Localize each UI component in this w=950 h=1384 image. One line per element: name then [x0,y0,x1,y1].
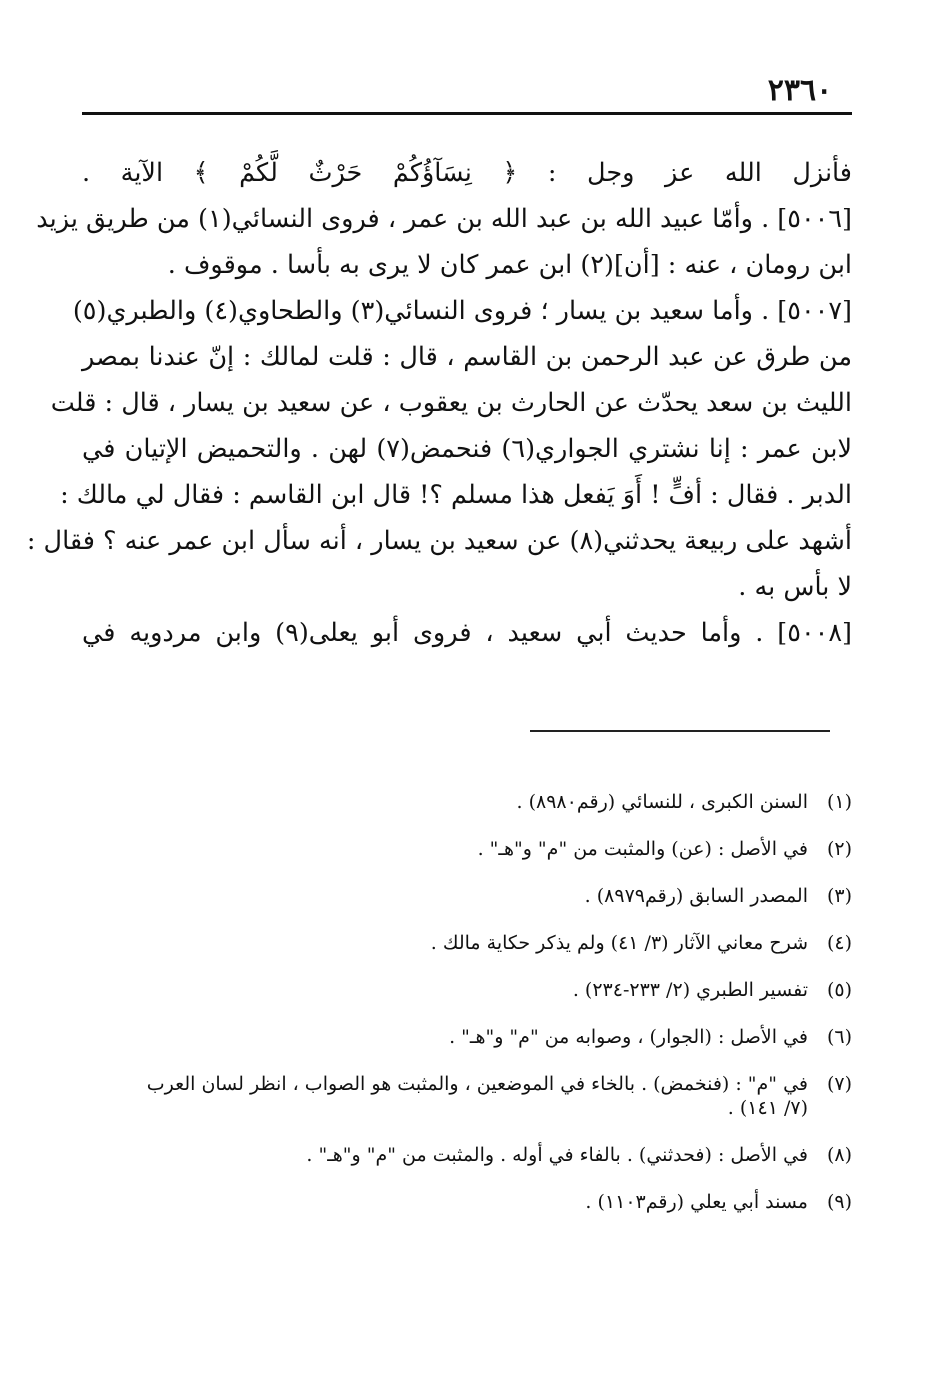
header-rule [82,112,852,115]
footnote-number: (٩) [826,1191,852,1213]
footnote [82,1143,852,1167]
footnote-separator [530,730,830,732]
footnote-text: المصدر السابق (رقم٨٩٧٩) . [584,885,808,907]
footnote [82,1072,852,1120]
text-line: لا بأس به . [738,572,852,602]
footnote-text: تفسير الطبري (٢/ ٢٣٣-٢٣٤) . [572,979,808,1001]
footnote [82,1025,852,1049]
text-line: [٥٠٠٧] . وأما سعيد بن يسار ؛ فروى النسائي(٣) والطحاوي(٤) والطبري(٥) [72,296,852,326]
footnote-number: (٦) [826,1026,852,1048]
footnote-number: (١) [826,791,852,813]
footnote-number: (٧) [826,1073,852,1095]
footnote-number: (٣) [826,885,852,907]
text-line: فأنزل الله عز وجل : ﴿ نِسَآؤُكُمْ حَرْثٌ لَّكُمْ ﴾ الآية . [82,158,852,188]
footnote [82,978,852,1002]
footnote-number: (٨) [826,1144,852,1166]
footnote-text: في الأصل : (عن) والمثبت من "م" و"هـ" . [477,838,808,860]
text-line: لابن عمر : إنا نشتري الجواري(٦) فنحمض(٧) لهن . والتحميض الإتيان في [82,434,852,464]
page-number: ٢٣٦٠ [767,73,833,108]
footnote [82,884,852,908]
text-line: الليث بن سعد يحدّث عن الحارث بن يعقوب ، عن سعيد بن يسار ، قال : قلت [50,388,852,418]
main-text [26,150,852,656]
text-line: [٥٠٠٦] . وأمّا عبيد الله بن عبد الله بن عمر ، فروى النسائي(١) من طريق يزيد [36,204,852,234]
footnote-number: (٤) [826,932,852,954]
footnote [82,931,852,955]
footnote [82,1190,852,1214]
footnotes [82,790,852,1237]
text-line: [٥٠٠٨] . وأما حديث أبي سعيد ، فروى أبو يعلى(٩) وابن مردويه في [82,618,852,648]
text-line: ابن رومان ، عنه : [أن](٢) ابن عمر كان لا يرى به بأسا . موقوف . [167,250,852,280]
footnote-text: السنن الكبرى ، للنسائي (رقم٨٩٨٠) . [516,791,808,813]
text-line: أشهد على ربيعة يحدثني(٨) عن سعيد بن يسار ، أنه سأل ابن عمر عنه ؟ فقال : [26,526,852,556]
footnote-text: مسند أبي يعلي (رقم١١٠٣) . [585,1191,808,1213]
footnote-text: في "م" : (فنخمض) . بالخاء في الموضعين ، والمثبت هو الصواب ، انظر لسان العرب [146,1073,808,1095]
footnote [82,837,852,861]
footnote-text: في الأصل : (فحدثني) . بالفاء في أوله . والمثبت من "م" و"هـ" . [306,1144,808,1166]
footnote-number: (٢) [826,838,852,860]
footnote-text: في الأصل : (الجوار) ، وصوابه من "م" و"هـ" . [449,1026,808,1048]
text-line: الدبر . فقال : أفٍّ ! أَوَ يَفعل هذا مسلم ؟! قال ابن القاسم : فقال لي مالك : [60,480,852,510]
footnote-text: شرح معاني الآثار (٣/ ٤١) ولم يذكر حكاية مالك . [430,932,808,954]
footnote-number: (٥) [826,979,852,1001]
text-line: من طرق عن عبد الرحمن بن القاسم ، قال : قلت لمالك : إنّ عندنا بمصر [82,342,852,372]
footnote-continuation: (٧/ ١٤١) . [727,1097,808,1119]
footnote [82,790,852,814]
